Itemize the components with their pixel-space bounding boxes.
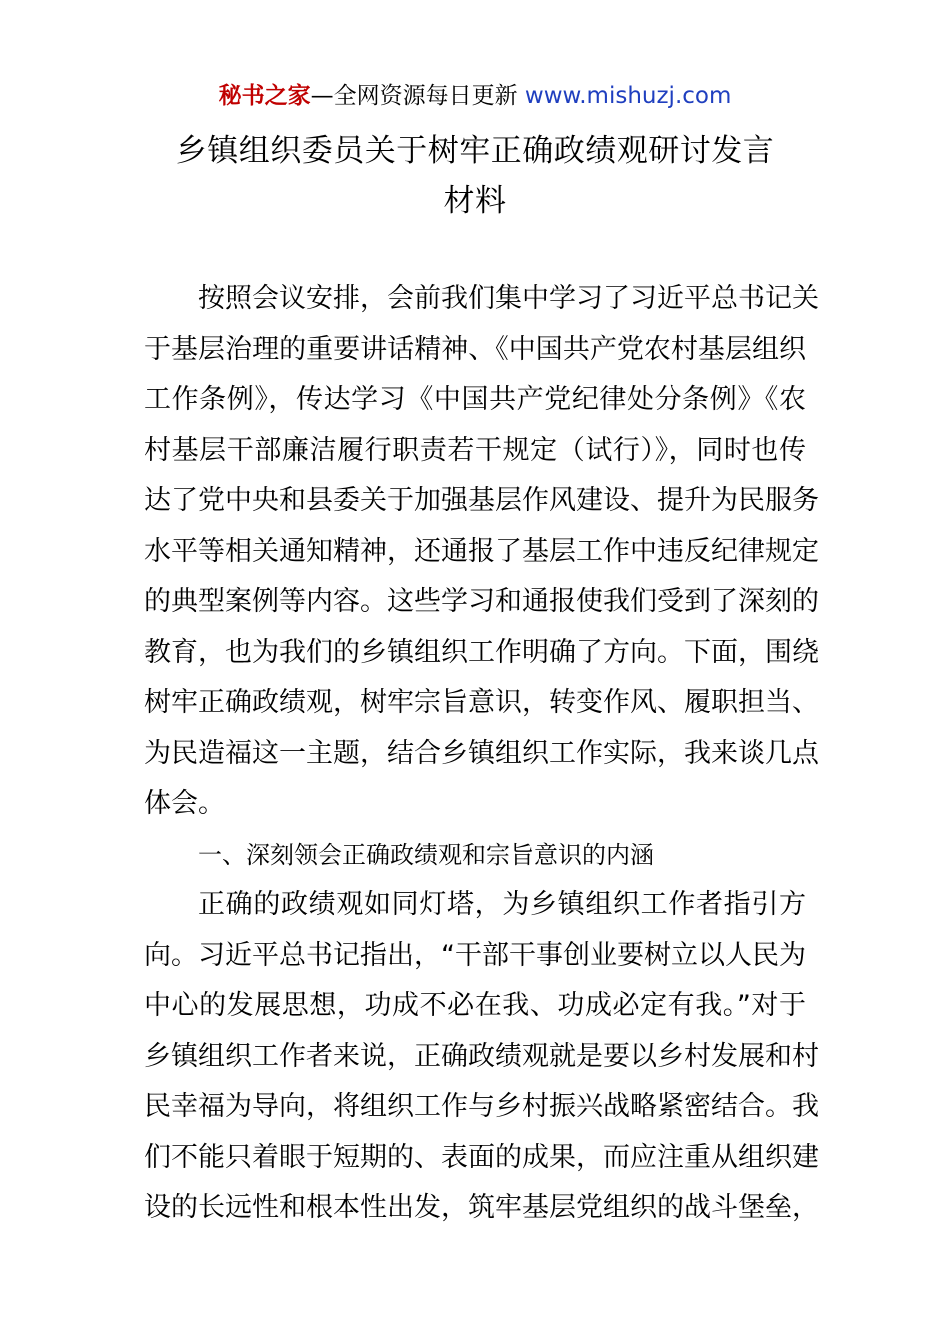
site-banner [0, 80, 950, 112]
banner-brand: 秘书之家 [218, 83, 311, 109]
body-line: 设的长远性和根本性出发，筑牢基层党组织的战斗堡垒， [144, 1192, 819, 1223]
title-line-2: 材料 [443, 183, 507, 219]
body-line: 为民造福这一主题，结合乡镇组织工作实际，我来谈几点 [144, 737, 819, 769]
body-line: 中心的发展思想，功成不必在我、功成必定有我。”对于 [144, 990, 806, 1021]
body-line: 水平等相关通知精神，还通报了基层工作中违反纪律规定 [144, 535, 819, 567]
body-line: 教育，也为我们的乡镇组织工作明确了方向。下面，围绕 [144, 636, 819, 668]
body-line: 达了党中央和县委关于加强基层作风建设、提升为民服务 [144, 485, 819, 516]
body-line: 正确的政绩观如同灯塔，为乡镇组织工作者指引方 [198, 889, 806, 920]
body-line: 向。习近平总书记指出，“干部干事创业要树立以人民为 [144, 939, 806, 971]
body-line: 民幸福为导向，将组织工作与乡村振兴战略紧密结合。我 [144, 1091, 819, 1122]
body-line: 体会。 [144, 788, 225, 819]
body-line: 按照会议安排，会前我们集中学习了习近平总书记关 [198, 283, 819, 314]
banner-slogan: —全网资源每日更新 [310, 83, 525, 109]
title-line-1: 乡镇组织委员关于树牢正确政绩观研讨发言 [175, 133, 775, 169]
section-heading: 一、深刻领会正确政绩观和宗旨意识的内涵 [198, 840, 654, 869]
body-line: 乡镇组织工作者来说，正确政绩观就是要以乡村发展和村 [144, 1040, 819, 1072]
banner-url[interactable]: www.mishuzj.com [524, 83, 732, 109]
body-line: 工作条例》，传达学习《中国共产党纪律处分条例》《农 [144, 384, 806, 415]
body-line: 的典型案例等内容。这些学习和通报使我们受到了深刻的 [144, 586, 819, 617]
document-body [144, 274, 819, 1234]
body-line: 村基层干部廉洁履行职责若干规定（试行）》，同时也传 [144, 434, 806, 466]
body-line: 于基层治理的重要讲话精神、《中国共产党农村基层组织 [144, 333, 806, 365]
document-title [140, 126, 810, 226]
body-line: 树牢正确政绩观，树牢宗旨意识，转变作风、履职担当、 [144, 687, 819, 718]
body-line: 们不能只着眼于短期的、表面的成果，而应注重从组织建 [144, 1141, 819, 1173]
